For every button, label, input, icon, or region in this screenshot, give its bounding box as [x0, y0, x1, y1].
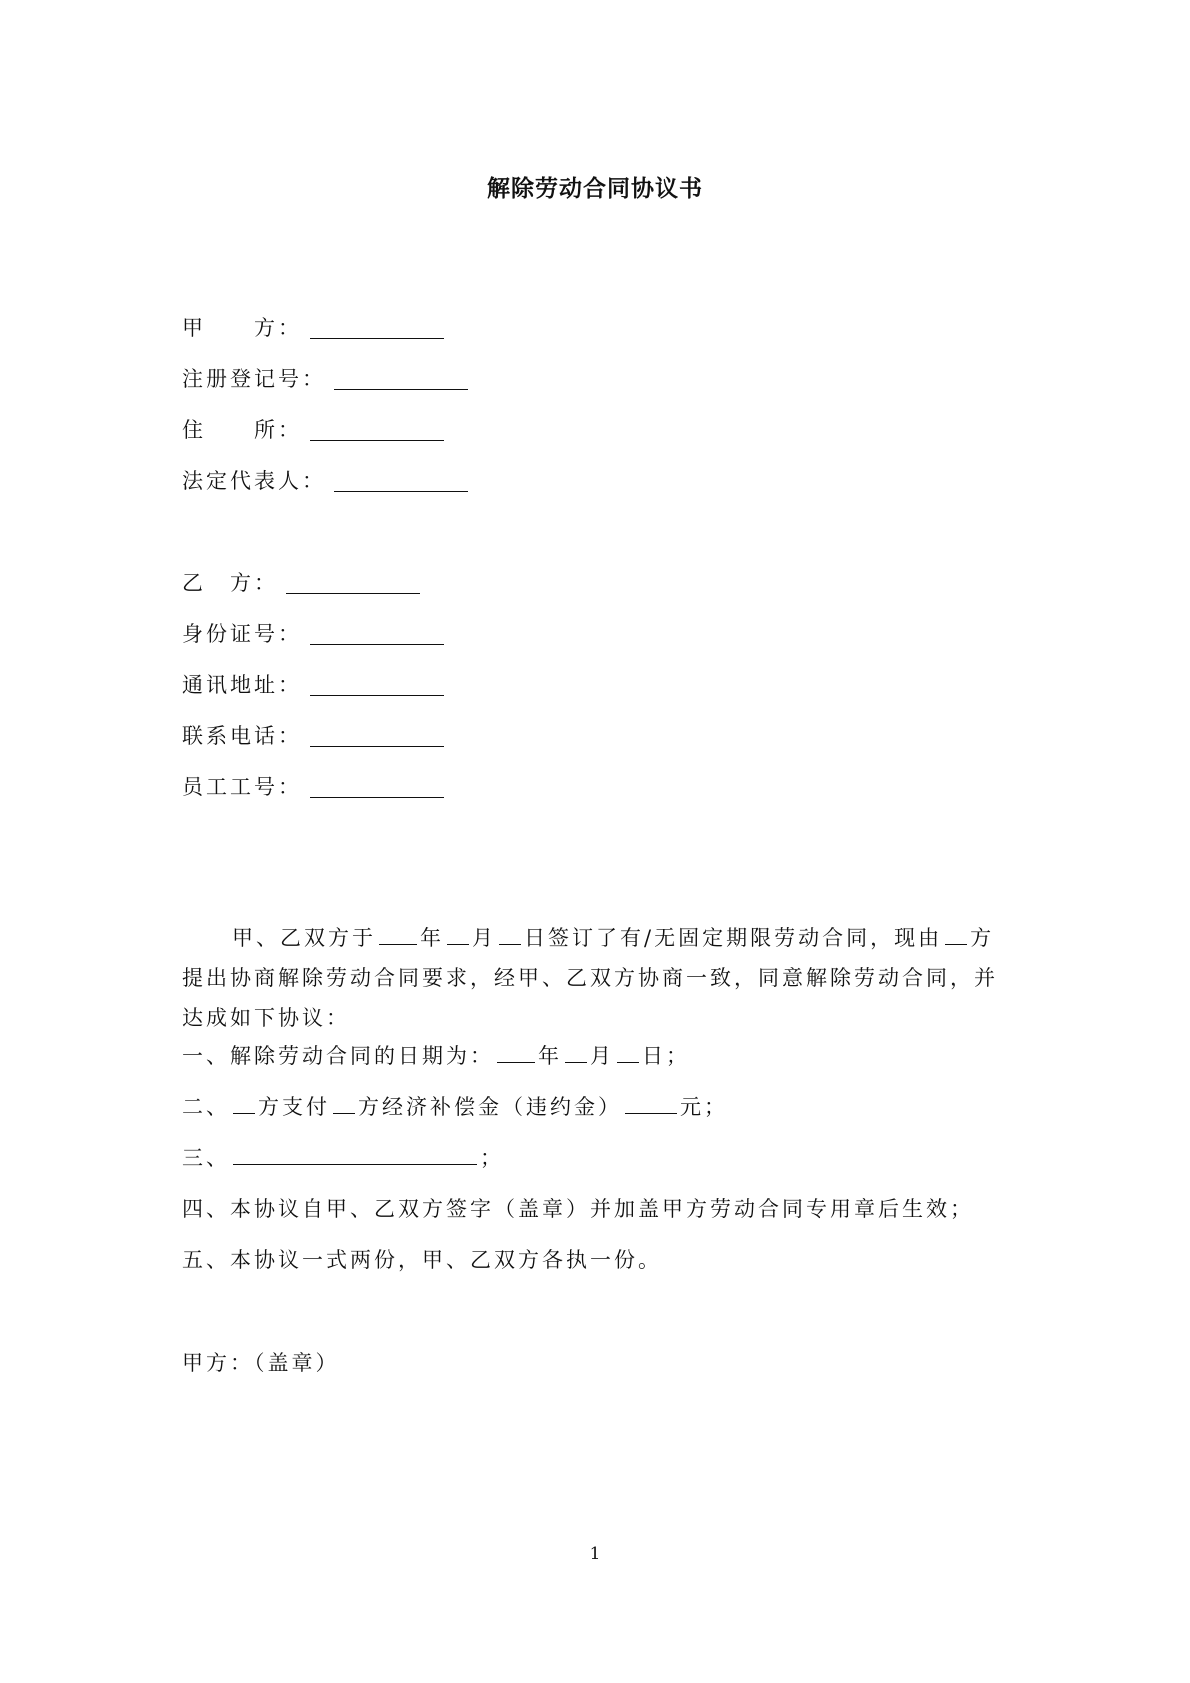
employee-number-field: [182, 771, 444, 801]
clause-3-end: ；: [480, 1146, 504, 1170]
legal-representative-field: [182, 465, 468, 495]
clause-4: 四、本协议自甲、乙双方签字（盖章）并加盖甲方劳动合同专用章后生效；: [182, 1197, 974, 1221]
mailing-address-field: [182, 669, 444, 699]
legal-representative-blank[interactable]: [334, 465, 468, 492]
clause-2: [182, 1091, 728, 1121]
termination-year-blank[interactable]: [497, 1042, 535, 1063]
termination-month-blank[interactable]: [565, 1042, 587, 1063]
employee-number-label: 员工工号：: [182, 775, 302, 799]
intro-text-5: 方提出协商解除劳动合同要求，经甲、乙双方协商一致，同意解除劳动合同，并达成如下协议：: [182, 926, 998, 1030]
phone-field: [182, 720, 444, 750]
phone-label: 联系电话：: [182, 724, 302, 748]
registration-number-field: [182, 363, 468, 393]
party-b-field: [182, 567, 420, 597]
id-number-label: 身份证号：: [182, 622, 302, 646]
clause-1-text: 一、解除劳动合同的日期为：: [182, 1044, 494, 1068]
intro-text-3: 月: [472, 926, 496, 950]
party-a-label: 甲 方：: [182, 316, 302, 340]
party-b-label: 乙 方：: [182, 571, 278, 595]
clause-2-number: 二、: [182, 1095, 230, 1119]
registration-number-blank[interactable]: [334, 363, 468, 390]
year-blank[interactable]: [379, 924, 417, 945]
mailing-address-label: 通讯地址：: [182, 673, 302, 697]
clause-2-unit: 元；: [680, 1095, 728, 1119]
address-field: [182, 414, 444, 444]
clause-1: [182, 1040, 690, 1070]
intro-text-1: 甲、乙双方于: [232, 926, 376, 950]
party-b-blank[interactable]: [286, 567, 420, 594]
amount-blank[interactable]: [625, 1093, 677, 1114]
clause-1-month: 月: [590, 1044, 614, 1068]
employee-number-blank[interactable]: [310, 771, 444, 798]
day-blank[interactable]: [499, 924, 521, 945]
clause-1-year: 年: [538, 1044, 562, 1068]
clause-5: 五、本协议一式两份，甲、乙双方各执一份。: [182, 1248, 662, 1272]
intro-text-2: 年: [420, 926, 444, 950]
party-a-signature: 甲方：（盖章）: [182, 1351, 340, 1375]
clause-3-blank[interactable]: [233, 1144, 477, 1165]
id-number-field: [182, 618, 444, 648]
address-blank[interactable]: [310, 414, 444, 441]
address-label: 住 所：: [182, 418, 302, 442]
paying-party-blank[interactable]: [233, 1093, 255, 1114]
registration-number-label: 注册登记号：: [182, 367, 326, 391]
phone-blank[interactable]: [310, 720, 444, 747]
legal-representative-label: 法定代表人：: [182, 469, 326, 493]
party-a-field: [182, 312, 444, 342]
termination-day-blank[interactable]: [617, 1042, 639, 1063]
page-number: 1: [589, 1544, 601, 1564]
clause-2-pay: 方支付: [258, 1095, 330, 1119]
clause-3: [182, 1142, 504, 1172]
clause-2-compensation: 方经济补偿金（违约金）: [358, 1095, 622, 1119]
clause-3-number: 三、: [182, 1146, 230, 1170]
id-number-blank[interactable]: [310, 618, 444, 645]
intro-paragraph: [182, 918, 1012, 1038]
party-a-blank[interactable]: [310, 312, 444, 339]
party-blank[interactable]: [945, 924, 967, 945]
receiving-party-blank[interactable]: [333, 1093, 355, 1114]
intro-text-4: 日签订了有/无固定期限劳动合同，现由: [524, 926, 943, 950]
document-title: 解除劳动合同协议书: [487, 175, 703, 202]
month-blank[interactable]: [447, 924, 469, 945]
clause-1-day: 日；: [642, 1044, 690, 1068]
mailing-address-blank[interactable]: [310, 669, 444, 696]
